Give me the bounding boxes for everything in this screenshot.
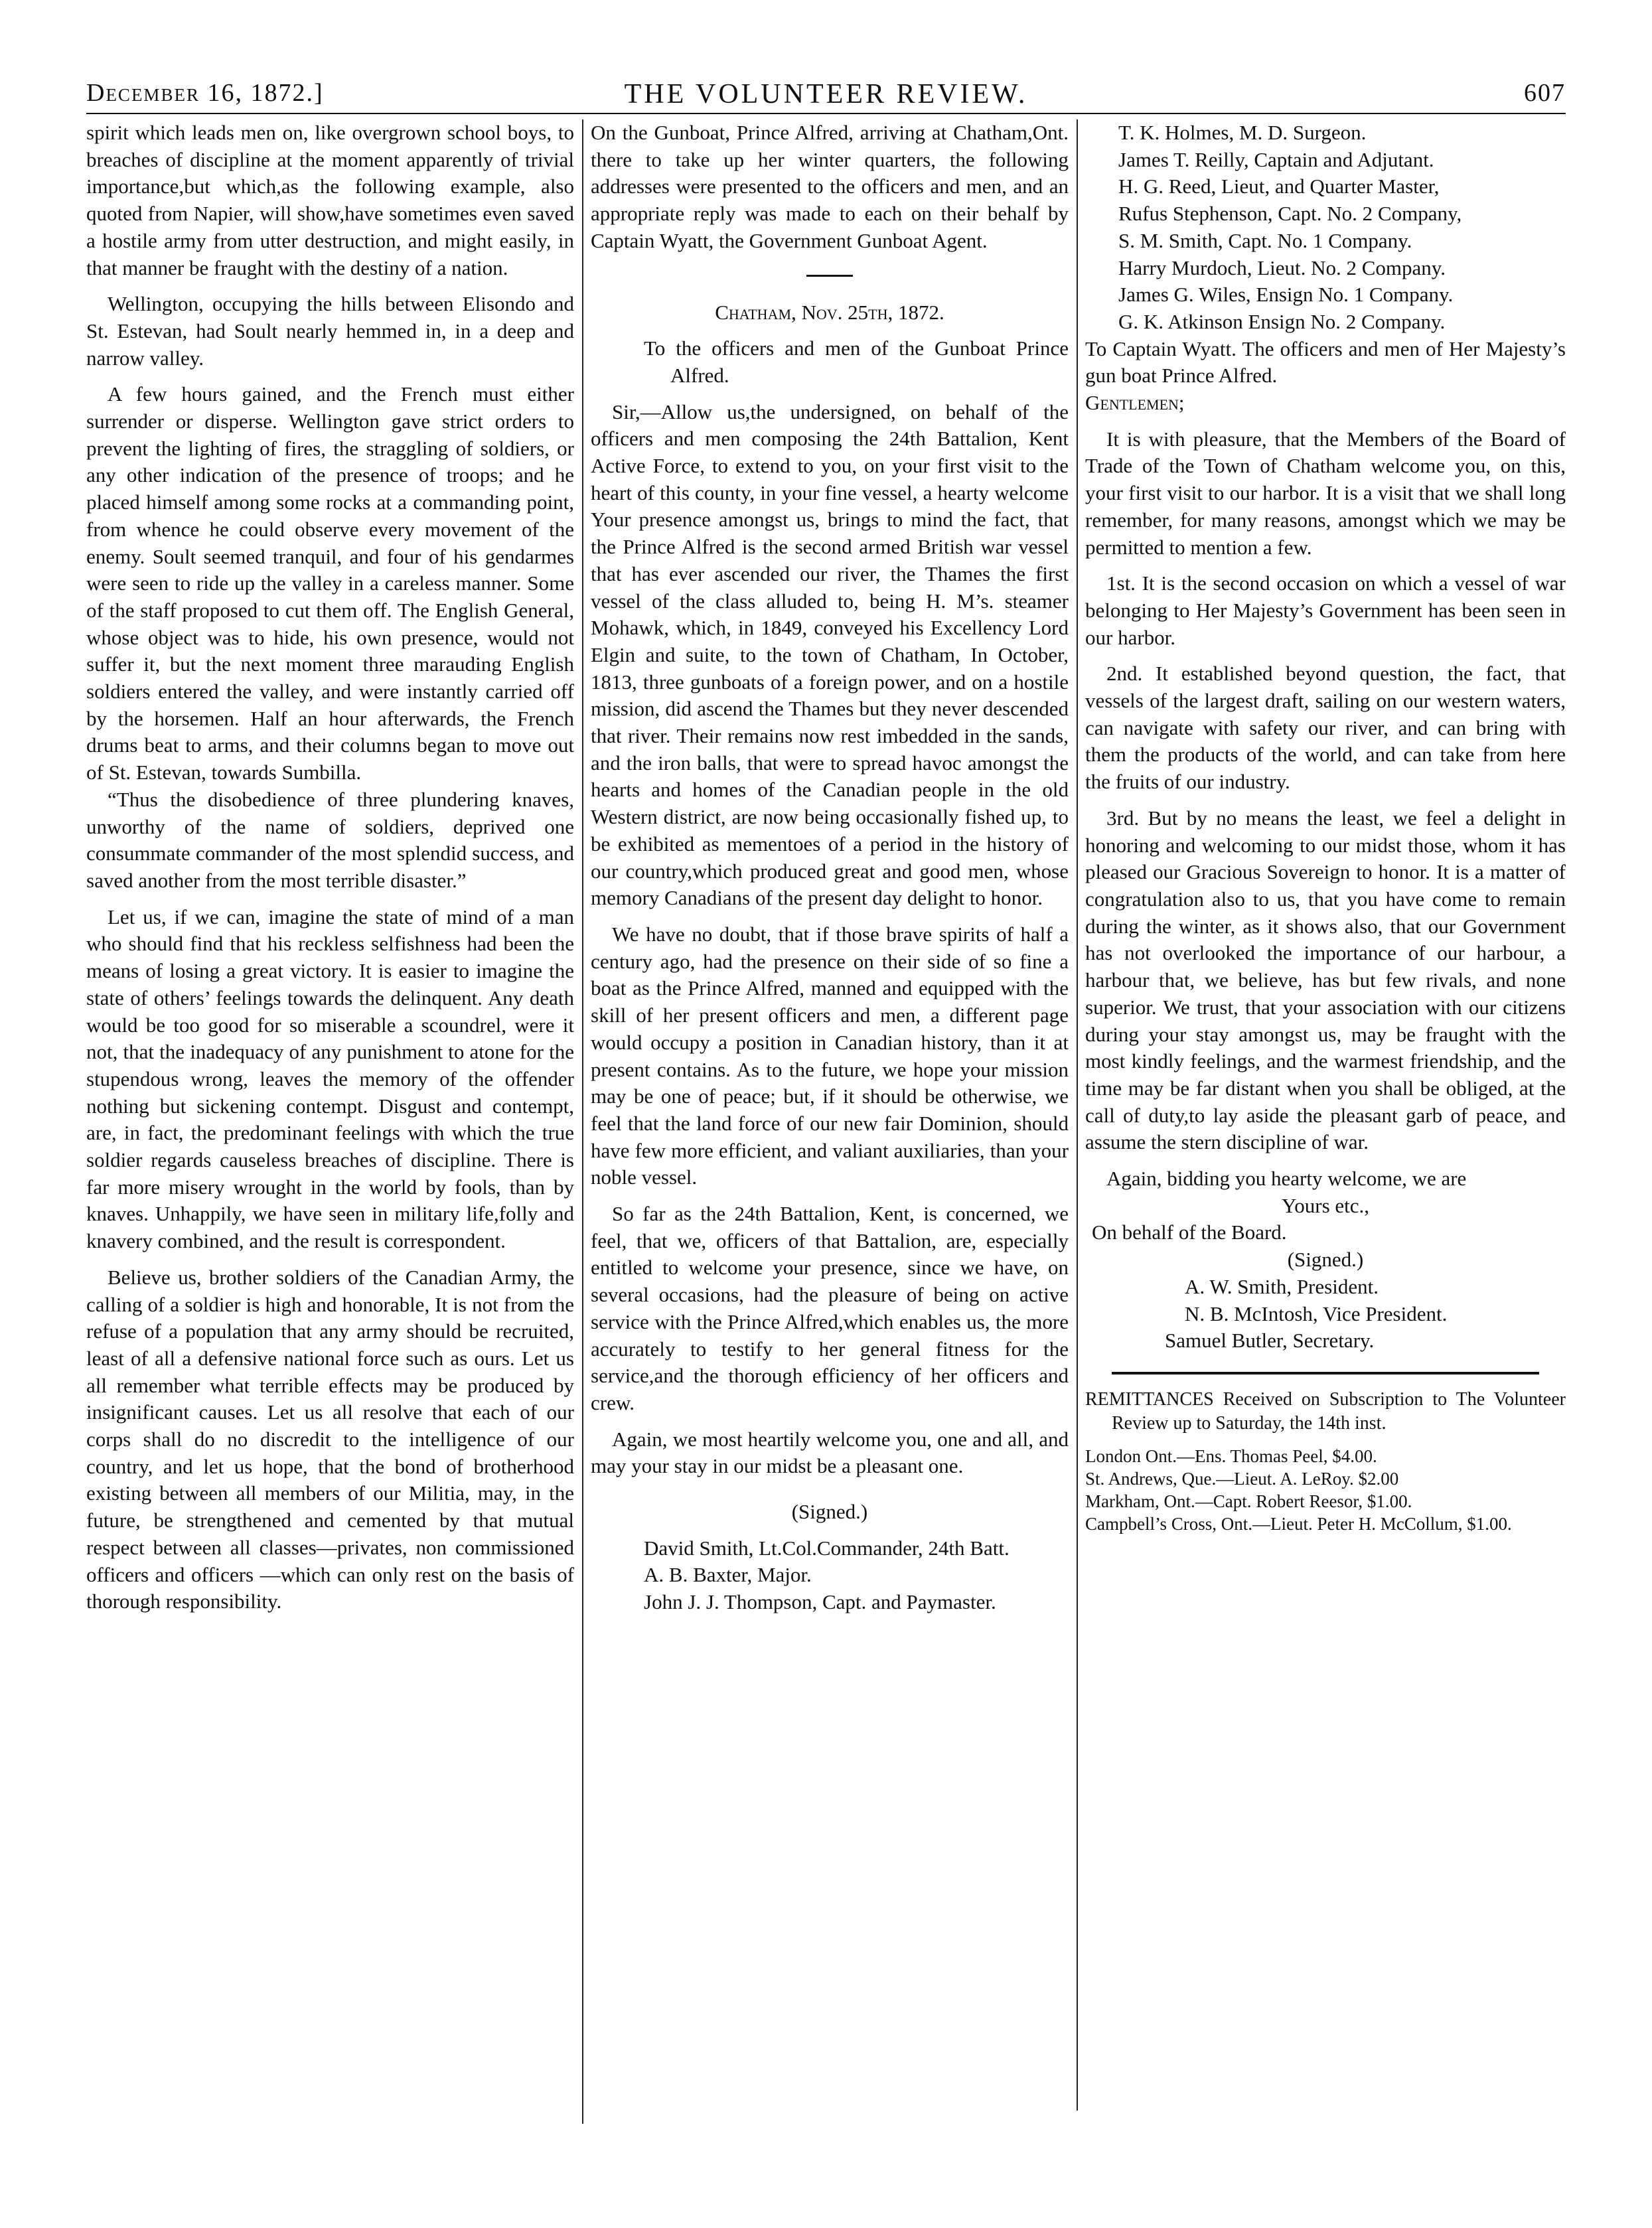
section-rule (1112, 1372, 1539, 1374)
page-number: 607 (1524, 79, 1566, 107)
signatory: A. W. Smith, President. (1185, 1274, 1379, 1298)
signed-label: (Signed.) (1287, 1248, 1364, 1272)
paragraph: It is with pleasure, that the Members of the Board of Trade of the Town of Chatham welcome you, on this, your first visit to our harbor. It is a visit that we shall long remember, for many reasons, amongst which we may be permitted to mention a few. (1085, 427, 1566, 559)
paragraph: Again, we most heartily welcome you, one and all, and may your stay in our midst be a pleasant one. (591, 1427, 1069, 1478)
signatory: A. B. Baxter, Major. (644, 1563, 812, 1587)
paragraph: spirit which leads men on, like overgrown school boys, to breaches of discipline at the moment apparently of trivial importance,but which,as the following example, also quoted from Napier, will show,have sometimes even saved a hostile army from utter destruction, and might easily, in that manner be fraught with the destiny of a nation. (86, 121, 574, 279)
address-heading: To Captain Wyatt. The officers and men of Her Majesty’s gun boat Prince Alfred. (1085, 336, 1566, 388)
paragraph: On the Gunboat, Prince Alfred, arriving at Chatham,Ont. there to take up her winter quarters, the following addresses were presented to the officers and men, and an appropriate reply was made to each on their behalf by Captain Wyatt, the Government Gunboat Agent. (591, 121, 1069, 252)
officer-name: Harry Murdoch, Lieut. No. 2 Company. (1118, 256, 1446, 279)
column-left (86, 119, 574, 2201)
salutation: Gentlemen; (1085, 391, 1185, 415)
signatory: Samuel Butler, Secretary. (1165, 1329, 1375, 1353)
officer-name: G. K. Atkinson Ensign No. 2 Company. (1118, 309, 1446, 333)
paragraph: 3rd. But by no means the least, we feel a delight in honoring and welcoming to our midst those, whom it has pleased our Gracious Sovereign to honor. It is a matter of congratulation also to us, that you have come to remain during the winter, as it shows also, that our Government has not overlooked the importance of our harbour, a harbour that, we believe, has but few rivals, and none superior. We trust, that your association with our citizens during your stay amongst us, may be fraught with the most kindly feelings, and the warmest friendship, and the time may be far distant when you shall be obliged, at the call of duty,to lay aside the pleasant garb of peace, and assume the stern discipline of war. (1085, 806, 1566, 1154)
column-divider (582, 119, 583, 2124)
header-date: December 16, 1872.] (86, 79, 324, 107)
remittances-heading: REMITTANCES Received on Subscription to The Volunteer Review up to Saturday, the 14th inst. (1085, 1388, 1566, 1434)
remittance-entry: Campbell’s Cross, Ont.—Lieut. Peter H. McCollum, $1.00. (1085, 1513, 1512, 1534)
paragraph: Sir,—Allow us,the undersigned, on behalf of the officers and men composing the 24th Battalion, Kent Active Force, to extend to you, on your first visit to the heart of this county, in your fine vessel, a hearty welcome Your presence amongst us, brings to mind the fact, that the Prince Alfred is the second armed British war vessel that has ever ascended our river, the Thames the first vessel of the class alluded to, being H. M’s. steamer Mohawk, which, in 1849, conveyed his Excellency Lord Elgin and suite, to the town of Chatham, In October, 1813, three gunboats of a foreign power, and on a hostile mission, did ascend the Thames but they never descended that river. Their remains now rest imbedded in the sands, and the iron balls, that were to spread havoc amongst the hearts and homes of the Canadian people in the old Western district, are now being occasionally fished up, to be exhibited as mementoes of a period in the history of our country,which produced great and good men, whose memory Canadians of the present day delight to honor. (591, 400, 1069, 910)
remittance-entry: Markham, Ont.—Capt. Robert Reesor, $1.00. (1085, 1491, 1412, 1511)
officer-name: James T. Reilly, Captain and Adjutant. (1118, 147, 1434, 171)
column-divider (1077, 119, 1078, 2111)
behalf-line: On behalf of the Board. (1092, 1221, 1287, 1244)
page-header (86, 73, 1566, 114)
paragraph: Believe us, brother soldiers of the Canadian Army, the calling of a soldier is high and honorable, It is not from the refuse of a population that any army should be recruited, least of all a defensive national force such as ours. Let us all remember what terrible effects may be produced by insignificant causes. Let us all resolve that each of our corps shall do no discredit to the intelligence of our country, and let us hope, that the bond of brotherhood existing between all members of our Militia, may, in the future, be strengthened and cemented by that mutual respect between all classes—privates, non commissioned officers and officers —which can only rest on the basis of thorough responsibility. (86, 1265, 574, 1613)
closing: Yours etc., (1281, 1193, 1370, 1217)
paragraph: 1st. It is the second occasion on which a vessel of war belonging to Her Majesty’s Government has been seen in our harbor. (1085, 571, 1566, 649)
dateline: Chatham, Nov. 25th, 1872. (715, 300, 944, 324)
paragraph: We have no doubt, that if those brave spirits of half a century ago, had the presence on their side of so fine a boat as the Prince Alfred, manned and equipped with the skill of her present officers and men, a different page would occupy a position in Canadian history, than it at present contains. As to the future, we hope your mission may be one of peace; but, if it should be otherwise, we feel that the land force of our new fair Dominion, should have few more efficient, and valiant auxiliaries, than your noble vessel. (591, 922, 1069, 1189)
quotation-paragraph: “Thus the disobedience of three plundering knaves, unworthy of the name of soldiers, deprived one consummate commander of the most splendid success, and saved another from the most terrible disaster.” (86, 787, 574, 892)
remittance-entry: St. Andrews, Que.—Lieut. A. LeRoy. $2.00 (1085, 1468, 1399, 1489)
address-heading: To the officers and men of the Gunboat Prince Alfred. (644, 336, 1069, 387)
paragraph: Wellington, occupying the hills between Elisondo and St. Estevan, had Soult nearly hemmed in, in a deep and narrow valley. (86, 292, 574, 370)
column-right (1085, 119, 1566, 2201)
paragraph: Again, bidding you hearty welcome, we are (1106, 1167, 1467, 1191)
remittance-entry: London Ont.—Ens. Thomas Peel, $4.00. (1085, 1446, 1377, 1466)
paragraph: So far as the 24th Battalion, Kent, is concerned, we feel, that we, officers of that Battalion, are, especially entitled to welcome your presence, since we have, on several occasions, had the pleasure of being on active service with the Prince Alfred,which enables us, the more accurately to testify to her general fitness for the service,and the thorough efficiency of her officers and crew. (591, 1202, 1069, 1414)
officer-name: Rufus Stephenson, Capt. No. 2 Company, (1118, 202, 1462, 226)
officer-name: T. K. Holmes, M. D. Surgeon. (1118, 121, 1367, 144)
paragraph: 2nd. It established beyond question, the fact, that vessels of the largest draft, sailing on our western waters, can navigate with safety our river, and can bring with them the products of the world, and can take from here the fruits of our industry. (1085, 662, 1566, 794)
column-middle (591, 119, 1069, 2201)
officer-name: S. M. Smith, Capt. No. 1 Company. (1118, 228, 1412, 252)
paragraph: Let us, if we can, imagine the state of mind of a man who should find that his reckless selfishness had been the means of losing a great victory. It is easier to imagine the state of others’ feelings towards the delinquent. Any death would be too good for so miserable a scoundrel, were it not, that the inadequacy of any punishment to atone for the stupendous wrong, leaves the memory of the offender nothing but sickening contempt. Disgust and contempt, are, in fact, the predominant feelings with which the true soldier regards causeless breaches of discipline. There is far more misery wrought in the world by fools, than by knaves. Unhappily, we have seen in military life,folly and knavery combined, and the result is correspondent. (86, 905, 574, 1253)
publication-title: THE VOLUNTEER REVIEW. (624, 79, 1028, 110)
signed-label: (Signed.) (791, 1500, 868, 1524)
section-rule (806, 275, 853, 277)
signatory: N. B. McIntosh, Vice President. (1185, 1301, 1448, 1325)
officer-name: H. G. Reed, Lieut, and Quarter Master, (1118, 175, 1440, 198)
paragraph: A few hours gained, and the French must either surrender or disperse. Wellington gave strict orders to prevent the lighting of fires, the straggling of soldiers, or any other indication of the presence of troops; and he placed himself among some rocks at a commanding point, from whence he could observe every movement of the enemy. Soult seemed tranquil, and four of his gendarmes were seen to ride up the valley in a careless manner. Some of the staff proposed to cut them off. The English General, whose object was to hide, his own presence, would not suffer it, but the next moment three marauding English soldiers entered the valley, and were instantly carried off by the horsemen. Half an hour afterwards, the French drums beat to arms, and their columns began to move out of St. Estevan, towards Sumbilla. (86, 382, 574, 784)
signatory: John J. J. Thompson, Capt. and Paymaster. (644, 1590, 996, 1614)
signatory: David Smith, Lt.Col.Commander, 24th Batt. (644, 1536, 1010, 1560)
officer-name: James G. Wiles, Ensign No. 1 Company. (1118, 283, 1454, 307)
